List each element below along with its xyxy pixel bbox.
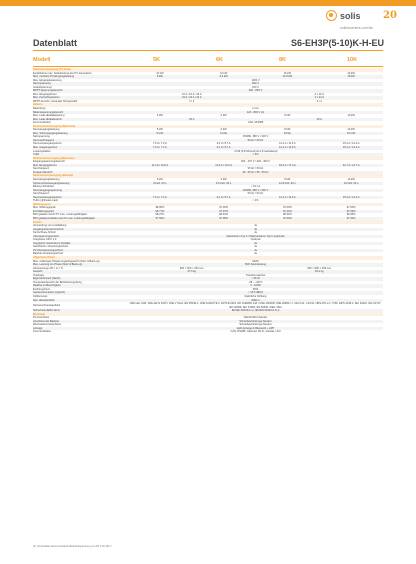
- spec-value: Stäubli MC4-Stecker: [243, 316, 268, 320]
- spec-label: Spitzenscheinausgangsleistung: [33, 182, 128, 186]
- spec-value: 600 V: [128, 82, 383, 86]
- section-title: Schutz: [33, 221, 383, 225]
- spec-row: [33, 302, 383, 309]
- spec-value: Ja: [128, 249, 383, 253]
- spec-value: 8 kW: [128, 75, 192, 79]
- spec-label: Max. Eingangsstrom: [33, 164, 128, 168]
- spec-label: Batterietyp: [33, 107, 46, 111]
- spec-value: LED-Anzeige & Bluetooth + APP: [128, 327, 383, 331]
- spec-label: Batterie-Verpolungsschutz: [33, 252, 64, 256]
- spec-label: Gewicht: [33, 270, 128, 274]
- spec-value: 27.6 kg: [128, 270, 256, 274]
- spec-value: 8 kW: [284, 128, 291, 132]
- spec-label: Nennfrequenz: [33, 167, 50, 171]
- spec-label: Sicherheits-/EMV-Norm: [33, 309, 128, 313]
- spec-value: < 2%: [252, 199, 259, 203]
- spec-value: 98.40%: [219, 213, 229, 217]
- spec-label: Ausgangsüberstromschutz: [33, 228, 128, 232]
- spec-value: 16 A / 16 A / 16 A: [181, 92, 202, 96]
- spec-value: 600 × 500 × 253 mm: [179, 266, 204, 270]
- spec-label: Eindringschutz: [33, 287, 51, 291]
- spec-value: 9.1 A / 8.7 A: [192, 146, 256, 150]
- section-title: Merkmale: [33, 313, 383, 317]
- spec-value: -25 ~ +60°C: [248, 280, 263, 284]
- spec-label: Integrierter AFCI 2.0: [33, 238, 57, 242]
- spec-value: 304 - 437 V / 320 - 460 V: [241, 160, 270, 164]
- spec-label: MPPT-Anzahl / maximale Stringanzahl: [33, 99, 78, 103]
- spec-label: Anzeige: [33, 327, 128, 331]
- spec-value: Optional: [250, 238, 261, 242]
- spec-value: IEC/EN 62109-1/-2, IEC/EN 61000-6-1/-3: [128, 309, 383, 313]
- spec-value: 50 Hz / 60 Hz: [128, 139, 383, 143]
- spec-label: Max. Leistung pro Phase (Netz & Back-up): [33, 263, 128, 267]
- spec-label: BAT geladen durch PV max. Leistungsfähigkeit: [33, 213, 87, 217]
- spec-label: EU-Wirkungsgrad: [33, 210, 128, 214]
- spec-label: THDv (@lineare Last): [33, 199, 59, 203]
- spec-label: Max. nutzbare PV-Eingangsleistung: [33, 75, 128, 79]
- spec-value: 97.00%: [319, 217, 383, 221]
- brand-name: solis: [340, 10, 361, 21]
- spec-value: 97.38%: [192, 217, 256, 221]
- spec-value: 20 kW: [347, 71, 355, 75]
- spec-label: BAT geladen/entladen auf AC max. Leistungsfähigkeit: [33, 217, 128, 221]
- spec-value: Ja: [254, 245, 257, 249]
- spec-value: 30 A: [256, 118, 384, 122]
- col-6k: 6K: [216, 57, 224, 63]
- spec-value: 200 - 850 V: [128, 89, 383, 93]
- col-10k: 10K: [347, 57, 358, 63]
- title-divider: [33, 50, 383, 51]
- spec-value: 16 kW: [283, 71, 292, 75]
- model-label: Modell: [33, 57, 51, 63]
- spec-value: Schnellverbindungs-Stecker: [239, 323, 272, 327]
- spec-label: Frequenzbereich: [33, 171, 128, 175]
- spec-value: 7.6 A / 7.2 A: [152, 142, 167, 146]
- spec-value: 15.2 A / 14.4 A: [342, 142, 360, 146]
- spec-value: 50 Hz / 60 Hz: [247, 167, 264, 171]
- spec-value: 12.2 A / 11.5 A: [256, 146, 320, 150]
- spec-value: 98.00%: [155, 206, 165, 210]
- section-title: Wechselstromausgang (Netzseite): [33, 125, 383, 129]
- spec-label: Max. zulässiges Phasenungleichgewicht (Netz & Back-up): [33, 259, 100, 263]
- spec-value: 9.1 A / 8.7 A: [192, 196, 256, 200]
- spec-label: Max. Wirkungsgrad: [33, 206, 56, 210]
- spec-label: Vermeidung von Inselbildung: [33, 224, 67, 228]
- spec-label: Kommunikation: [33, 121, 51, 125]
- section-title: Wechselstromeingang (Netzseite): [33, 157, 383, 161]
- spec-value: 15.2 A / 14.4 A: [319, 146, 383, 150]
- anniversary-badge: 20: [383, 10, 397, 21]
- spec-value: Ja: [128, 242, 383, 246]
- spec-value: 3/N/PE, 380 V / 400 V: [242, 135, 269, 139]
- spec-row: [33, 330, 383, 334]
- spec-label: Max. Lade-/Entladestrom: [33, 118, 128, 122]
- spec-value: < 46.5 dB(A): [128, 291, 383, 295]
- col-8k: 8K: [279, 57, 287, 63]
- spec-value: Natürliche Kühlung: [244, 295, 267, 298]
- spec-value: 97.00%: [346, 206, 356, 210]
- spec-value: 18.2 A / 17.4 A: [256, 164, 320, 168]
- spec-value: 10 kVA: [319, 132, 383, 136]
- spec-value: 98.32%: [282, 213, 292, 217]
- spec-value: 12.8 kVA, 60 s: [256, 182, 320, 186]
- spec-label: Nennausgangsspannung: [33, 189, 128, 193]
- spec-value: 6 kW: [220, 177, 227, 181]
- spec-value: G98 oder G99, VDE-AR-N 4105 / VDE V 0124, EN 50549-1, VDE 0126/UTE C 15/VFR 2019, RD 1699/RD 244 / UNE 206006/ UNE 206007-1, CEI 0-21, C10/11, NRS 097-2-1, TOR, EIFS 2018.2, IEC 62116, IEC 61727, IEC 60068, IEC 61683, EN 50530, MEA, PEA: [129, 302, 382, 309]
- spec-label: Überspannungsschutz: [33, 235, 128, 239]
- section-title: Wirkungsgrad: [33, 203, 383, 207]
- spec-value: 10 kW: [347, 177, 355, 181]
- spec-value: 45 - 55 Hz / 55 - 65 Hz: [128, 171, 383, 175]
- spec-value: 4000 m: [128, 299, 383, 303]
- spec-value: IP66: [252, 287, 259, 291]
- spec-value: 0 - 100%: [128, 284, 383, 288]
- top-accent-bar: [0, 0, 416, 6]
- spec-label: Topologie: [33, 273, 45, 277]
- spec-value: 1000 V: [251, 78, 260, 82]
- spec-label: MPPT-Spannungsbereich: [33, 89, 128, 93]
- spec-value: 16 kW: [319, 75, 383, 79]
- spec-value: 50 Hz / 60 Hz: [247, 192, 264, 196]
- spec-value: Ja: [254, 224, 257, 228]
- spec-label: THDi: [33, 153, 128, 157]
- spec-value: CAN, RS485, Optional: Wi-Fi, Cellular, LAN: [230, 330, 281, 334]
- spec-value: < 10 ms: [250, 185, 261, 189]
- section-title: Batterie: [33, 103, 383, 107]
- spec-value: 4 x 16 A: [314, 92, 324, 96]
- spec-value: CAN / RS485: [247, 121, 264, 125]
- footnote: (1) Umschalter keine konstante Betriebsspannung von 60 V bis 80 V: [33, 545, 112, 548]
- spec-value: 97.43%: [256, 210, 320, 214]
- spec-value: 12.8 kW: [256, 75, 320, 79]
- spec-label: Max. Eingangsspannung: [33, 78, 62, 82]
- spec-value: 10 kW: [347, 128, 355, 132]
- spec-label: Kurzschluss-Schutz: [33, 231, 56, 235]
- spec-label: Nennnetzausgangsstrom: [33, 142, 62, 146]
- spec-label: Max. Scheinausgangsleistung: [33, 132, 128, 136]
- spec-label: Batteriespannungsbereich: [33, 111, 128, 115]
- spec-value: 16 kVA, 60 s: [319, 182, 383, 186]
- spec-value: 4 / 4: [316, 99, 322, 103]
- spec-value: 15.2 A / 14.4 A: [319, 196, 383, 200]
- spec-value: 97.00%: [256, 217, 320, 221]
- spec-label: PV-Anschluss: [33, 316, 50, 320]
- spec-label: Eigenverbrauch (Nacht): [33, 277, 128, 281]
- spec-value: 12.2 A / 11.5 A: [256, 196, 320, 200]
- spec-label: Nennnetzfrequenz: [33, 139, 128, 143]
- spec-value: 97.53%: [319, 210, 383, 214]
- spec-label: Gleichstrom-Verpolungsschutz: [33, 245, 69, 249]
- spec-label: Anlaufspannung: [33, 85, 52, 89]
- spec-value: 6 kW: [220, 114, 227, 118]
- spec-value: 8 kW: [284, 177, 291, 181]
- spec-value: Li-Ion: [252, 107, 259, 111]
- spec-value: 6 kVA: [192, 132, 256, 136]
- spec-value: 25 A: [128, 118, 256, 122]
- page-title: Datenblatt: [33, 38, 78, 48]
- spec-value: 30.2 kg: [256, 270, 384, 274]
- spec-label: Abmessungen (B × H × T): [33, 266, 64, 270]
- spec-label: Kühlkonzept: [33, 295, 48, 298]
- spec-value: 50% Nennleistung: [128, 263, 383, 267]
- spec-label: Empfohlene max. Solarleistung des PV-Generators: [33, 71, 92, 75]
- spec-value: 24 A / 24 A / 24 A: [128, 96, 256, 100]
- spec-value: 100%: [252, 259, 259, 263]
- brand-logo: [326, 10, 361, 21]
- spec-label: Nennfrequenz: [33, 192, 50, 196]
- spec-value: < 25 W: [128, 277, 383, 281]
- spec-value: 11.4 A / 10.8 A: [128, 164, 192, 168]
- spec-value: Transformatorlos: [245, 273, 266, 277]
- col-5k: 5K: [153, 57, 161, 63]
- spec-label: Kommunikation: [33, 330, 51, 334]
- spec-value: 9.6 kW: [192, 75, 256, 79]
- header-divider: [33, 66, 383, 67]
- spec-value: 97.00%: [219, 206, 229, 210]
- spec-label: Max. Kurzschlussstrom: [33, 96, 128, 100]
- spec-value: 97.37%: [192, 210, 256, 214]
- spec-value: 22.7 A / 21.7 A: [319, 164, 383, 168]
- spec-label: Anschluss der Batterie: [33, 320, 128, 324]
- spec-label: Integrierter Gleichstrom-Schalter: [33, 242, 128, 246]
- spec-value: 5 kVA: [128, 132, 192, 136]
- spec-value: 98.35%: [346, 213, 356, 217]
- spec-label: Max. Lade-/Entladeleistung: [33, 114, 65, 118]
- spec-value: 9.1 A / 8.7 A: [216, 142, 231, 146]
- spec-label: Netzspannung: [33, 135, 50, 139]
- spec-label: Eingangsspannungsbereich: [33, 160, 66, 164]
- spec-value: 12.2 A / 11.5 A: [279, 142, 296, 146]
- section-title: Gleichstromeingang (PV-Seite): [33, 68, 383, 72]
- model-header-row: [33, 56, 383, 66]
- spec-value: 2 / 2: [189, 99, 195, 103]
- spec-value: >0.99 (0.8 führend bis 0.8 nacheilend): [233, 149, 278, 153]
- spec-label: Nennausgangsleistung: [33, 128, 60, 132]
- spec-value: 97.00%: [282, 206, 292, 210]
- spec-value: 8 kVA: [256, 132, 320, 136]
- spec-value: 7.6 A / 7.2 A: [128, 146, 192, 150]
- spec-value: 5 kW: [156, 177, 163, 181]
- spec-value: 98.37%: [155, 213, 165, 217]
- spec-value: 9.6 kVA, 60 s: [192, 182, 256, 186]
- spec-label: Nennspannung: [33, 82, 128, 86]
- spec-value: 160 V: [252, 85, 259, 89]
- spec-label: Netzanschlussstandard: [33, 303, 60, 307]
- spec-value: 10 kW: [156, 71, 164, 75]
- spec-value: 8 kW: [284, 114, 291, 118]
- spec-value: Ja: [128, 228, 383, 232]
- spec-label: Relative Luftfeuchtigkeit: [33, 284, 128, 288]
- spec-value: Ja: [254, 231, 257, 235]
- spec-label: PV-Überspannungsschutz: [33, 249, 128, 253]
- model-title: S6-EH3P(5-10)K-H-EU: [290, 38, 384, 48]
- spec-label: Nennnetzausgangsstrom: [33, 196, 128, 200]
- spec-value: < 3%: [128, 153, 383, 157]
- spec-value: 10 kW: [347, 114, 355, 118]
- spec-value: 6 kW: [220, 128, 227, 132]
- section-title: Allgemeine Daten: [33, 256, 383, 260]
- spec-label: Max. Ausgangsstrom: [33, 146, 128, 150]
- spec-value: Ja: [254, 252, 257, 256]
- spec-value: 120 - 800 V (1): [128, 111, 383, 115]
- spec-value: 5 kW: [156, 114, 163, 118]
- spec-label: Wechselstromanschluss: [33, 323, 61, 327]
- spec-table: [33, 68, 383, 334]
- spec-value: 97.50%: [128, 217, 192, 221]
- spec-label: Backup-Schaltzeit: [33, 185, 54, 189]
- spec-value: 3/N/PE, 380 V / 400 V: [128, 189, 383, 193]
- spec-label: Geräuschemission (typisch): [33, 291, 128, 295]
- spec-value: 8 kVA, 60 s: [128, 182, 192, 186]
- spec-value: 96.77%: [128, 210, 192, 214]
- spec-value: 4 x 24 A: [256, 96, 384, 100]
- spec-value: 12 kW: [219, 71, 228, 75]
- spec-value: 13.6 A / 13.0 A: [192, 164, 256, 168]
- spec-label: Max. Betriebshöhe: [33, 299, 128, 303]
- section-title: Wechselstromausgang (Backup): [33, 174, 383, 178]
- spec-value: 600 × 500 × 236 mm: [307, 266, 332, 270]
- spec-value: Gleichstrom Typ II / Wechselstrom Typ II (optional): [128, 235, 383, 239]
- website-link[interactable]: solisinverters.com/de: [340, 26, 373, 30]
- spec-label: Nennausgangsleistung: [33, 177, 60, 181]
- spec-value: Schnellverbindungs-Stecker: [128, 320, 383, 324]
- spec-value: 7.6 A / 7.2 A: [128, 196, 192, 200]
- spec-label: Temperaturbereich der Betriebsumgebung: [33, 280, 82, 284]
- spec-label: Leistungsfaktor: [33, 149, 51, 153]
- solis-logo-icon: [326, 10, 337, 21]
- spec-value: 5 kW: [156, 128, 163, 132]
- spec-label: Max. Eingangsstrom: [33, 92, 57, 96]
